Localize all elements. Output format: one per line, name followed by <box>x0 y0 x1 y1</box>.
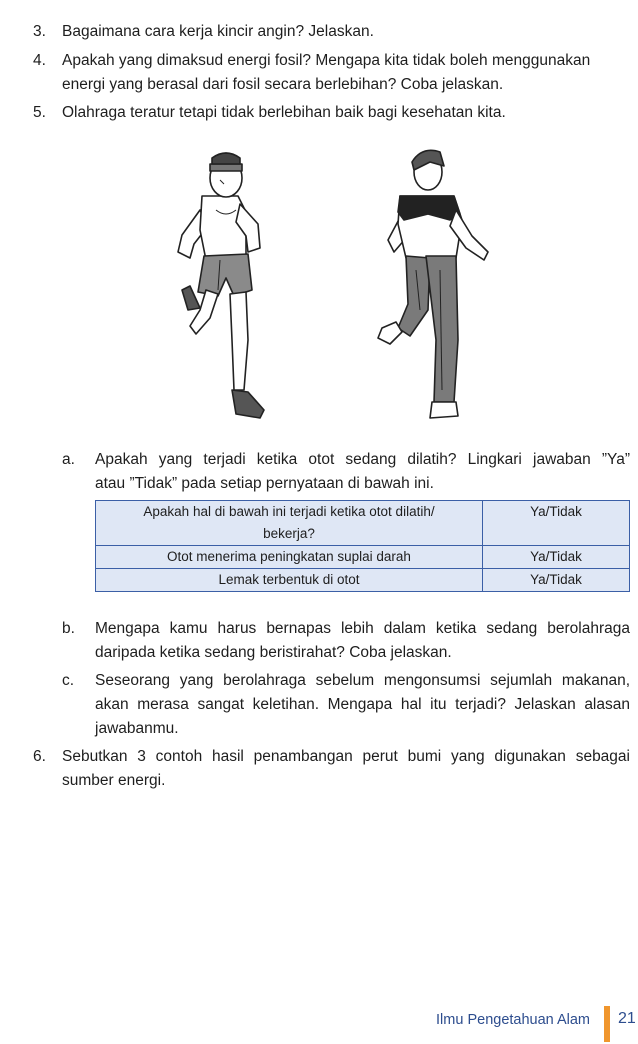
question-5c-letter: c. <box>62 672 75 689</box>
question-5a-text-line2: atau ”Tidak” pada setiap pernyataan di bawah ini. <box>95 475 434 492</box>
footer-accent-bar <box>604 1006 610 1042</box>
question-4-text-line2: energi yang berasal dari fosil secara berlebihan? Coba jelaskan. <box>62 76 504 93</box>
table-header-statement-line1: Apakah hal di bawah ini terjadi ketika otot dilatih/ <box>143 504 435 519</box>
question-5-number: 5. <box>33 104 46 121</box>
question-5a-text-line1: Apakah yang terjadi ketika otot sedang dilatih? Lingkari jawaban ”Ya” <box>95 451 630 468</box>
table-header-statement <box>96 501 483 546</box>
question-6-number: 6. <box>33 748 46 765</box>
female-runner-illustration <box>370 140 500 430</box>
book-title: Ilmu Pengetahuan Alam <box>436 1012 590 1028</box>
table-header-row <box>96 501 630 546</box>
question-5-text: Olahraga teratur tetapi tidak berlebihan baik bagi kesehatan kita. <box>62 104 506 121</box>
question-5b-letter: b. <box>62 620 75 637</box>
page-number: 21 <box>618 1010 636 1027</box>
question-5b-text-line2: daripada ketika sedang beristirahat? Coba jelaskan. <box>95 644 452 661</box>
question-5c-text-line1: Seseorang yang berolahraga sebelum mengonsumsi sejumlah makanan, <box>95 672 630 689</box>
table-row-answer[interactable]: Ya/Tidak <box>483 546 630 569</box>
question-5b-text-line1: Mengapa kamu harus bernapas lebih dalam ketika sedang berolahraga <box>95 620 630 637</box>
table-row-answer[interactable]: Ya/Tidak <box>483 569 630 592</box>
question-4-text-line1: Apakah yang dimaksud energi fosil? Mengapa kita tidak boleh menggunakan <box>62 52 591 69</box>
muscle-statement-table <box>95 500 630 592</box>
table-row-statement: Otot menerima peningkatan suplai darah <box>96 546 483 569</box>
question-4-number: 4. <box>33 52 46 69</box>
table-row <box>96 546 630 569</box>
table-row <box>96 569 630 592</box>
question-5c-text-line3: jawabanmu. <box>95 720 179 737</box>
question-5c-text-line2: akan merasa sangat keletihan. Mengapa hal itu terjadi? Jelaskan alasan <box>95 696 630 713</box>
table-row-statement: Lemak terbentuk di otot <box>96 569 483 592</box>
question-3-text: Bagaimana cara kerja kincir angin? Jelaskan. <box>62 23 374 40</box>
question-3-number: 3. <box>33 23 46 40</box>
male-runner-illustration <box>160 140 280 430</box>
question-6-text-line1: Sebutkan 3 contoh hasil penambangan perut bumi yang digunakan sebagai <box>62 748 630 765</box>
table-header-statement-line2: bekerja? <box>263 526 315 541</box>
question-5a-letter: a. <box>62 451 75 468</box>
question-6-text-line2: sumber energi. <box>62 772 166 789</box>
table-header-answer: Ya/Tidak <box>483 501 630 546</box>
